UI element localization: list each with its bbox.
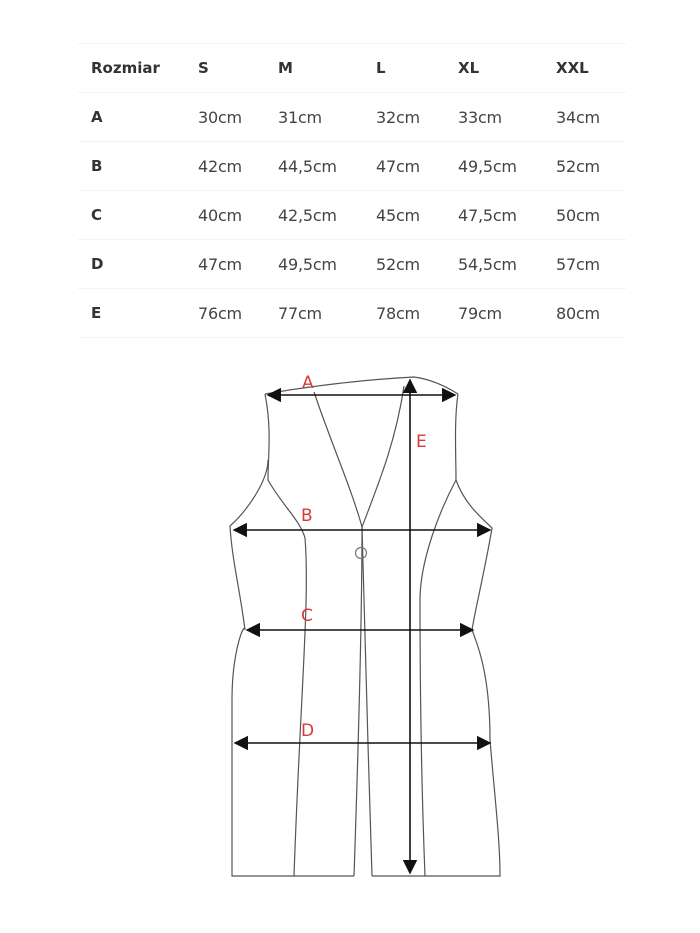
table-cell: 57cm <box>543 240 626 289</box>
table-cell: 79cm <box>445 289 543 338</box>
marker-a: A <box>302 373 314 393</box>
table-cell: 47cm <box>363 142 445 191</box>
table-cell: 76cm <box>185 289 265 338</box>
table-cell: 44,5cm <box>265 142 363 191</box>
header-size-l: L <box>363 44 445 93</box>
table-cell: 50cm <box>543 191 626 240</box>
table-row <box>78 289 626 338</box>
table-row <box>78 142 626 191</box>
row-label: E <box>78 289 185 338</box>
table-cell: 31cm <box>265 93 363 142</box>
marker-d: D <box>301 721 315 741</box>
table-header-row <box>78 44 626 93</box>
table-row <box>78 93 626 142</box>
row-label: B <box>78 142 185 191</box>
table-cell: 45cm <box>363 191 445 240</box>
header-size-xl: XL <box>445 44 543 93</box>
table-cell: 49,5cm <box>445 142 543 191</box>
header-size-s: S <box>185 44 265 93</box>
table-cell: 32cm <box>363 93 445 142</box>
table-cell: 40cm <box>185 191 265 240</box>
header-size-xxl: XXL <box>543 44 626 93</box>
table-cell: 49,5cm <box>265 240 363 289</box>
row-label: A <box>78 93 185 142</box>
table-cell: 34cm <box>543 93 626 142</box>
table-cell: 33cm <box>445 93 543 142</box>
marker-b: B <box>301 506 313 526</box>
table-cell: 30cm <box>185 93 265 142</box>
table-cell: 54,5cm <box>445 240 543 289</box>
measurement-arrows <box>234 380 490 873</box>
table-cell: 52cm <box>363 240 445 289</box>
table-cell: 42,5cm <box>265 191 363 240</box>
header-size-label: Rozmiar <box>78 44 185 93</box>
marker-c: C <box>301 606 313 626</box>
vest-diagram <box>0 350 700 910</box>
button-icon <box>356 548 367 559</box>
table-row <box>78 240 626 289</box>
header-size-m: M <box>265 44 363 93</box>
table-cell: 80cm <box>543 289 626 338</box>
vest-outline <box>230 377 500 876</box>
marker-e: E <box>416 432 427 452</box>
table-row <box>78 191 626 240</box>
table-cell: 52cm <box>543 142 626 191</box>
table-cell: 42cm <box>185 142 265 191</box>
table-cell: 78cm <box>363 289 445 338</box>
table-cell: 47cm <box>185 240 265 289</box>
table-cell: 47,5cm <box>445 191 543 240</box>
row-label: C <box>78 191 185 240</box>
size-table <box>78 43 626 338</box>
row-label: D <box>78 240 185 289</box>
table-cell: 77cm <box>265 289 363 338</box>
